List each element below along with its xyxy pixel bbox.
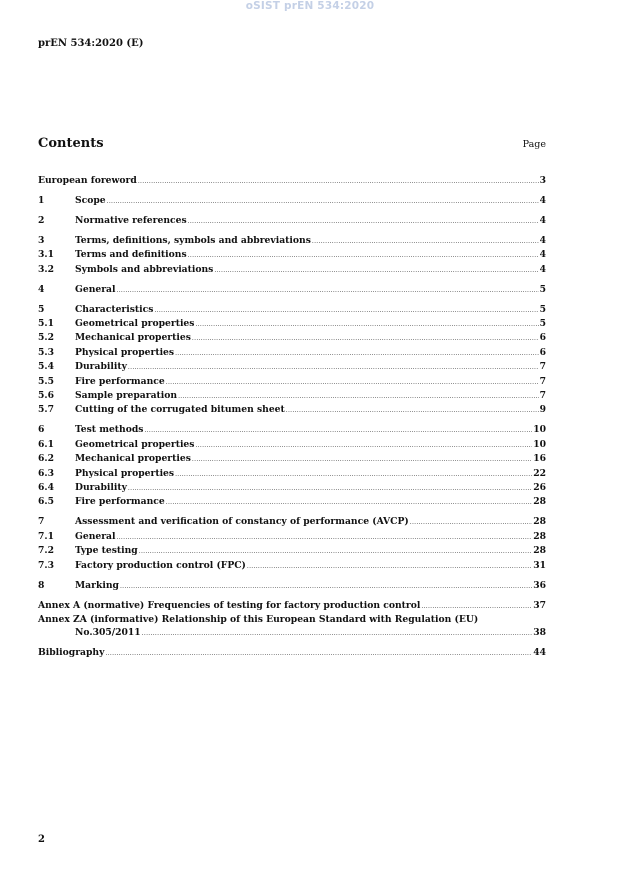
toc-entry[interactable] <box>38 389 546 403</box>
toc-entry-number: 5.4 <box>38 361 54 373</box>
document-id: prEN 534:2020 (E) <box>38 38 144 49</box>
toc-entry[interactable] <box>38 317 546 331</box>
toc-entry-title: European foreword <box>38 175 137 186</box>
toc-entry-page: 4 <box>539 249 546 261</box>
toc-entry-number: 2 <box>38 214 45 226</box>
toc-entry-page: 9 <box>539 404 546 416</box>
toc-entry[interactable] <box>38 214 546 228</box>
toc-entry-number: 5.2 <box>38 332 54 344</box>
toc-entry-title: Terms, definitions, symbols and abbreviations <box>75 234 311 246</box>
contents-heading: Contents <box>38 136 104 151</box>
toc-entry-page: 5 <box>539 283 546 295</box>
leader-dots <box>128 361 539 374</box>
toc-entry-page: 38 <box>533 627 546 639</box>
toc-entry[interactable] <box>38 234 546 248</box>
leader-dots <box>107 195 539 208</box>
toc-entry-title: Fire performance <box>75 496 165 508</box>
toc-entry-page: 5 <box>539 318 546 330</box>
toc-entry-title: Physical properties <box>75 346 175 358</box>
leader-dots <box>192 332 539 345</box>
toc-entry-page: 4 <box>539 214 546 226</box>
toc-entry[interactable] <box>38 481 546 495</box>
toc-entry-title: Physical properties <box>75 467 175 479</box>
leader-dots <box>166 376 539 389</box>
toc-entry-title: Annex A (normative) Frequencies of testing for factory production control <box>38 599 421 611</box>
toc-entry-title: Symbols and abbreviations <box>75 263 214 275</box>
toc-entry-number: 6.3 <box>38 467 54 479</box>
toc-entry-page: 10 <box>533 424 546 436</box>
toc-entry-number: 3.2 <box>38 263 54 275</box>
leader-dots <box>286 404 539 417</box>
table-of-contents <box>38 174 546 661</box>
toc-entry-title: Geometrical properties <box>75 318 195 330</box>
toc-entry-page: 31 <box>533 559 546 571</box>
toc-entry[interactable] <box>38 283 546 297</box>
toc-entry-page: 10 <box>533 438 546 450</box>
toc-entry-number: 5.1 <box>38 318 54 330</box>
toc-entry-title: Geometrical properties <box>75 438 195 450</box>
leader-dots <box>214 264 538 277</box>
leader-dots <box>195 439 532 452</box>
leader-dots <box>410 516 532 529</box>
toc-entry-number: 8 <box>38 579 45 591</box>
toc-entry[interactable] <box>38 403 546 417</box>
toc-entry[interactable] <box>38 579 546 593</box>
leader-dots <box>175 468 532 481</box>
toc-entry[interactable] <box>38 599 546 613</box>
toc-entry[interactable] <box>38 248 546 262</box>
leader-dots <box>154 304 538 317</box>
leader-dots <box>192 453 532 466</box>
toc-entry[interactable] <box>38 194 546 208</box>
page-column-label: Page <box>522 139 546 150</box>
toc-entry[interactable] <box>38 346 546 360</box>
leader-dots <box>312 235 539 248</box>
toc-entry-title: Cutting of the corrugated bitumen sheet <box>75 404 285 416</box>
toc-entry-page: 26 <box>533 481 546 493</box>
toc-entry-number: 6 <box>38 424 45 436</box>
toc-entry-number: 5.5 <box>38 375 54 387</box>
toc-entry[interactable] <box>38 646 546 660</box>
toc-entry-page: 7 <box>539 361 546 373</box>
toc-entry-page: 44 <box>533 647 546 659</box>
toc-entry[interactable] <box>38 263 546 277</box>
toc-entry-title: Assessment and verification of constancy of performance (AVCP) <box>75 516 409 528</box>
toc-entry-page: 4 <box>539 263 546 275</box>
toc-entry-title: Durability <box>75 361 127 373</box>
leader-dots <box>247 560 532 573</box>
toc-entry-page: 7 <box>539 390 546 402</box>
toc-entry-number: 6.2 <box>38 453 54 465</box>
leader-dots <box>421 600 532 613</box>
leader-dots <box>117 531 533 544</box>
toc-entry-title: Test methods <box>75 424 144 436</box>
toc-entry[interactable] <box>38 495 546 509</box>
leader-dots <box>188 249 539 262</box>
toc-entry[interactable] <box>38 544 546 558</box>
toc-entry[interactable] <box>38 375 546 389</box>
leader-dots <box>120 580 532 593</box>
toc-entry-page: 36 <box>533 579 546 591</box>
leader-dots <box>175 347 539 360</box>
toc-entry-page: 4 <box>539 234 546 246</box>
toc-entry-number: 4 <box>38 283 45 295</box>
toc-entry-page: 16 <box>533 453 546 465</box>
toc-entry-title: Characteristics <box>75 303 154 315</box>
toc-entry-number: 5.6 <box>38 390 54 402</box>
leader-dots <box>195 318 538 331</box>
page-number: 2 <box>38 834 45 845</box>
toc-entry[interactable] <box>38 331 546 345</box>
toc-entry-title: Mechanical properties <box>75 332 191 344</box>
toc-entry[interactable] <box>38 467 546 481</box>
toc-entry-number: 5.7 <box>38 404 54 416</box>
toc-entry-number: 6.4 <box>38 481 54 493</box>
toc-entry-title: Type testing <box>75 545 138 557</box>
toc-entry-number: 6.5 <box>38 496 54 508</box>
toc-entry-page: 37 <box>533 599 546 611</box>
toc-entry[interactable] <box>38 530 546 544</box>
leader-dots <box>188 215 539 228</box>
toc-entry-page: 6 <box>539 346 546 358</box>
toc-entry-title: Bibliography <box>38 647 105 659</box>
toc-entry-page: 28 <box>533 530 546 542</box>
toc-entry-number: 7.2 <box>38 545 54 557</box>
toc-entry-number: 7.1 <box>38 530 54 542</box>
toc-entry[interactable] <box>38 423 546 437</box>
leader-dots <box>178 390 539 403</box>
toc-entry-number: 6.1 <box>38 438 54 450</box>
toc-entry-number: 5 <box>38 303 45 315</box>
toc-entry-page: 7 <box>539 375 546 387</box>
toc-entry-title: Factory production control (FPC) <box>75 559 246 571</box>
toc-entry-number: 1 <box>38 194 45 206</box>
toc-entry[interactable] <box>38 174 546 188</box>
toc-entry-title: Durability <box>75 481 127 493</box>
leader-dots <box>166 496 532 509</box>
toc-entry-page: 28 <box>533 516 546 528</box>
leader-dots <box>144 424 532 437</box>
toc-entry-page: 28 <box>533 496 546 508</box>
toc-entry-number: 7.3 <box>38 559 54 571</box>
toc-entry[interactable] <box>38 438 546 452</box>
leader-dots <box>117 284 539 297</box>
leader-dots <box>142 627 533 640</box>
toc-entry[interactable] <box>38 559 546 573</box>
toc-entry-title: Terms and definitions <box>75 249 187 261</box>
toc-entry-title: Marking <box>75 579 119 591</box>
leader-dots <box>128 482 532 495</box>
toc-entry-number: 7 <box>38 516 45 528</box>
toc-entry-number: 3 <box>38 234 45 246</box>
toc-entry-title: General <box>75 283 116 295</box>
toc-entry-title: Fire performance <box>75 375 165 387</box>
toc-entry[interactable] <box>38 515 546 529</box>
toc-entry[interactable] <box>38 360 546 374</box>
toc-entry-page: 22 <box>533 467 546 479</box>
leader-dots <box>138 175 539 188</box>
toc-entry-page: 28 <box>533 545 546 557</box>
toc-entry-title: Mechanical properties <box>75 453 191 465</box>
toc-entry-title-continued: No.305/2011 <box>75 627 141 639</box>
toc-entry-title: Sample preparation <box>75 390 178 402</box>
toc-entry[interactable] <box>38 452 546 466</box>
toc-entry-page: 4 <box>539 194 546 206</box>
toc-entry-page: 6 <box>539 332 546 344</box>
toc-entry-number: 3.1 <box>38 249 54 261</box>
toc-entry-number: 5.3 <box>38 346 54 358</box>
toc-entry-title: Annex ZA (informative) Relationship of this European Standard with Regulation (EU) <box>38 613 479 625</box>
toc-entry-page: 5 <box>539 303 546 315</box>
leader-dots <box>139 545 532 558</box>
watermark: oSIST prEN 534:2020 <box>245 0 375 12</box>
toc-entry-page: 3 <box>539 175 546 186</box>
leader-dots <box>105 647 532 660</box>
toc-entry-title: Normative references <box>75 214 187 226</box>
toc-entry-title: General <box>75 530 116 542</box>
toc-entry[interactable] <box>38 613 546 641</box>
toc-entry[interactable] <box>38 303 546 317</box>
toc-entry-title: Scope <box>75 194 106 206</box>
